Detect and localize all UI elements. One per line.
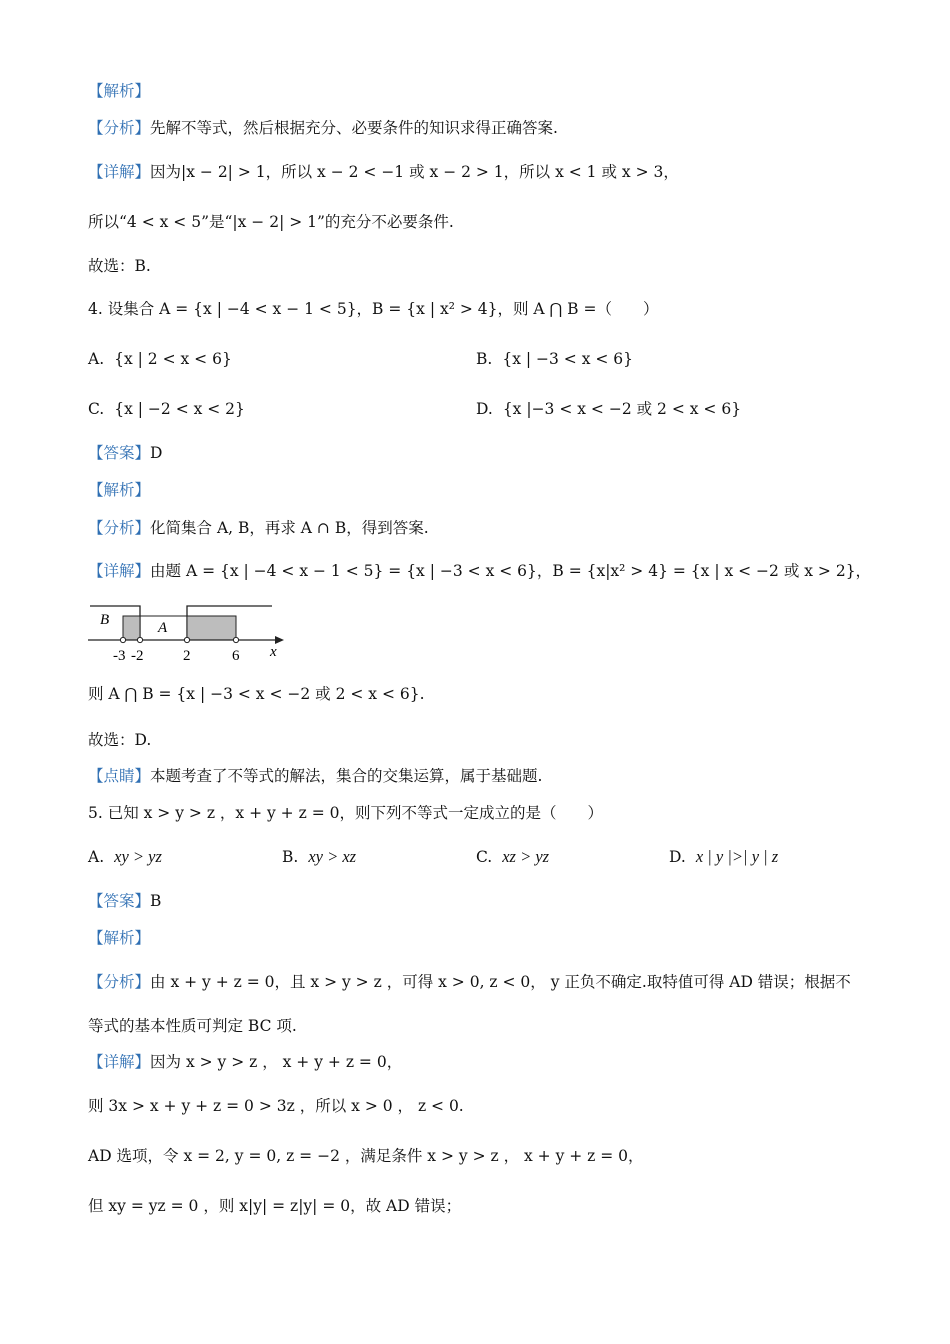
jiexi-heading-1: 【解析】 [88, 82, 151, 100]
question-5-stem: 5. 已知 x > y > z ，x + y + z = 0，则下列不等式一定成立的是（ ） [88, 804, 603, 822]
axis-label-x: x [270, 644, 277, 660]
q4-dianjing: 【点睛】本题考查了不等式的解法，集合的交集运算，属于基础题. [88, 767, 543, 785]
q5-option-d: D. x | y |>| y | z [669, 847, 779, 866]
q4-answer: 【答案】D [88, 444, 163, 462]
q5-fenxi-1: 【分析】由 x + y + z = 0，且 x > y > z ，可得 x > 0, z < 0， y 正负不确定.取特值可得 AD 错误；根据不 [88, 973, 851, 991]
fenxi-line-1: 【分析】先解不等式，然后根据充分、必要条件的知识求得正确答案. [88, 119, 558, 137]
number-line-svg [86, 598, 296, 664]
q5-option-c: C. xz > yz [476, 847, 550, 866]
label-b: B [100, 612, 110, 628]
tick-2: 2 [183, 648, 191, 664]
point-minus-2 [137, 637, 142, 642]
q5-xiangjie: 【详解】因为 x > y > z ， x + y + z = 0， [88, 1053, 403, 1071]
q5-step-3: AD 选项，令 x = 2, y = 0, z = −2 ，满足条件 x > y > z ， x + y + z = 0， [88, 1147, 644, 1165]
point-minus-3 [120, 637, 125, 642]
tick-minus-2: -2 [131, 648, 144, 664]
tick-minus-3: -3 [113, 648, 126, 664]
q5-step-2: 则 3x > x + y + z = 0 > 3z ，所以 x > 0 ， z < 0. [88, 1097, 464, 1115]
label-a: A [158, 620, 168, 636]
q5-answer: 【答案】B [88, 892, 162, 910]
q5-option-a: A. xy > yz [88, 847, 162, 866]
q4-choice: 故选：D. [88, 731, 152, 749]
point-2 [184, 637, 189, 642]
question-4-stem: 4. 设集合 A = {x | −4 < x − 1 < 5}，B = {x | x² > 4}，则 A ⋂ B =（ ） [88, 300, 659, 318]
xiangjie-line-1: 【详解】因为|x − 2| > 1，所以 x − 2 < −1 或 x − 2 > 1，所以 x < 1 或 x > 3， [88, 163, 679, 181]
q4-result: 则 A ⋂ B = {x | −3 < x < −2 或 2 < x < 6}. [88, 685, 425, 703]
x-axis-arrow [275, 636, 284, 644]
intersection-right-shade [187, 616, 236, 640]
q5-option-b: B. xy > xz [282, 847, 357, 866]
q5-fenxi-2: 等式的基本性质可判定 BC 项. [88, 1017, 297, 1035]
number-line-figure [86, 598, 296, 668]
tick-6: 6 [232, 648, 240, 664]
conclusion-line-1: 所以“4 < x < 5”是“|x − 2| > 1”的充分不必要条件. [88, 213, 454, 231]
q4-option-c: C. {x | −2 < x < 2} [88, 400, 245, 418]
q4-option-a: A. {x | 2 < x < 6} [88, 350, 232, 368]
intersection-left-shade [123, 616, 140, 640]
q4-xiangjie: 【详解】由题 A = {x | −4 < x − 1 < 5} = {x | −3 < x < 6}，B = {x|x² > 4} = {x | x < −2 或 x > 2}， [88, 562, 872, 580]
q4-option-d: D. {x |−3 < x < −2 或 2 < x < 6} [476, 400, 742, 418]
q4-fenxi: 【分析】化简集合 A, B，再求 A ∩ B，得到答案. [88, 519, 429, 537]
q5-jiexi-heading: 【解析】 [88, 929, 151, 947]
point-6 [233, 637, 238, 642]
q4-jiexi-heading: 【解析】 [88, 481, 151, 499]
q4-option-b: B. {x | −3 < x < 6} [476, 350, 634, 368]
q5-step-4: 但 xy = yz = 0 ，则 x|y| = z|y| = 0，故 AD 错误； [88, 1197, 462, 1215]
answer-choice-1: 故选：B. [88, 257, 151, 275]
